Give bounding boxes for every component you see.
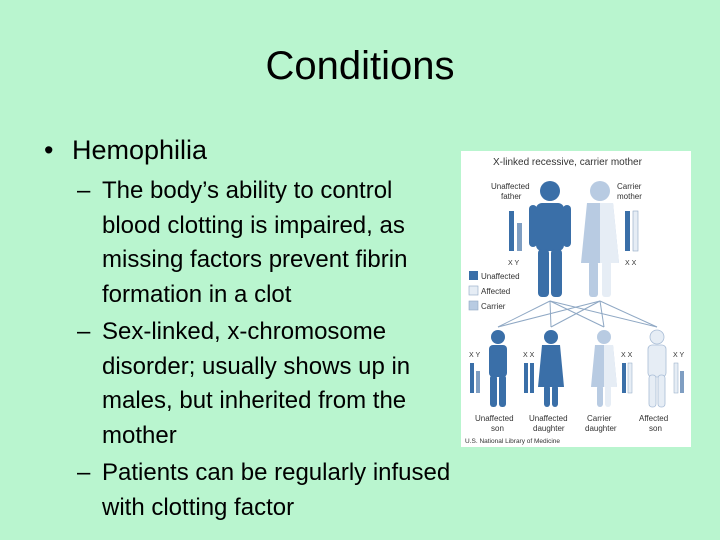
- bullet-text: Hemophilia: [72, 135, 208, 165]
- legend-swatch-unaffected: [469, 271, 478, 280]
- child-2-chrom: X X: [523, 352, 535, 359]
- mother-chromosomes: [625, 211, 638, 251]
- child-1-label: Unaffected: [475, 414, 514, 423]
- child-1-chrom: X Y: [469, 352, 481, 359]
- child-4-chrom: X Y: [673, 352, 685, 359]
- father-label: Unaffected: [491, 182, 530, 191]
- inheritance-diagram: [461, 151, 691, 447]
- child-affected-son: [648, 330, 666, 407]
- legend-unaffected: Unaffected: [481, 272, 520, 281]
- legend: [469, 271, 520, 311]
- credit-line: U.S. National Library of Medicine: [465, 438, 561, 445]
- inheritance-lines: [498, 301, 657, 327]
- father-figure: [529, 181, 571, 297]
- sub-bullet-item: – Patients can be regularly infused with clotting factor: [77, 459, 451, 521]
- child-2-label: Unaffected: [529, 414, 568, 423]
- mother-figure: [581, 181, 619, 297]
- child-3-chrom: X X: [621, 352, 633, 359]
- father-chrom-label: X Y: [508, 260, 520, 267]
- child-4-label: Affected: [639, 414, 669, 423]
- father-chromosomes: [509, 211, 522, 251]
- father-label-2: father: [501, 192, 522, 201]
- child-3-label: Carrier: [587, 414, 612, 423]
- mother-label: Carrier: [617, 182, 642, 191]
- mother-chrom-label: X X: [625, 260, 637, 267]
- sub-bullet-list: [44, 174, 454, 525]
- diagram-title: X-linked recessive, carrier mother: [493, 157, 642, 168]
- sub-bullet-item: – Sex-linked, x-chromosome disorder; usually shows up in males, but inherited from the mother: [77, 318, 411, 449]
- child-1-label-2: son: [491, 424, 504, 433]
- child-4-label-2: son: [649, 424, 662, 433]
- slide-title: Conditions: [265, 44, 455, 88]
- legend-affected: Affected: [481, 287, 511, 296]
- bullet-list: [44, 132, 454, 528]
- mother-label-2: mother: [617, 192, 642, 201]
- bullet-marker: •: [44, 135, 54, 165]
- legend-swatch-affected: [469, 286, 478, 295]
- child-unaffected-daughter: [538, 330, 564, 407]
- child-carrier-daughter: [591, 330, 617, 407]
- bullet-hemophilia: [44, 132, 454, 168]
- child-3-label-2: daughter: [585, 424, 617, 433]
- legend-swatch-carrier: [469, 301, 478, 310]
- child-2-label-2: daughter: [533, 424, 565, 433]
- child-unaffected-son: [489, 330, 507, 407]
- inheritance-diagram-svg: [461, 151, 691, 447]
- sub-bullet-item: – The body’s ability to control blood clotting is impaired, as missing factors prevent fibrin formation in a clot: [77, 177, 408, 308]
- legend-carrier: Carrier: [481, 302, 506, 311]
